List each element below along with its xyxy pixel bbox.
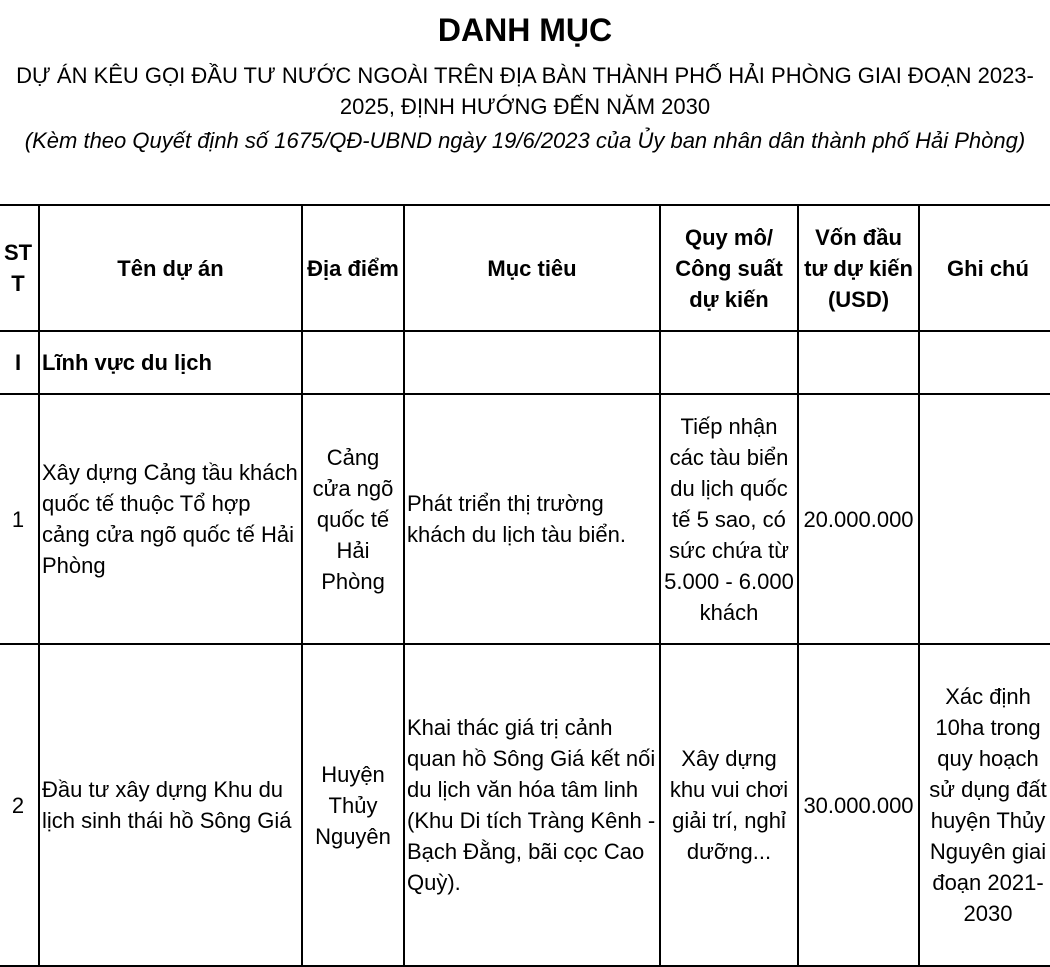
document-title: DANH MỤC xyxy=(437,12,613,48)
column-header-note: Ghi chú xyxy=(919,205,1050,331)
table-header-row xyxy=(0,205,1050,331)
project-table xyxy=(0,204,1050,967)
row-capital: 20.000.000 xyxy=(798,394,919,644)
decision-reference: (Kèm theo Quyết định số 1675/QĐ-UBND ngày 19/6/2023 của Ủy ban nhân dân thành phố Hải Phòng) xyxy=(24,128,1026,153)
row-stt: 2 xyxy=(0,644,39,966)
section-title: Lĩnh vực du lịch xyxy=(39,331,302,394)
column-header-location: Địa điểm xyxy=(302,205,404,331)
empty-cell xyxy=(798,331,919,394)
column-header-name: Tên dự án xyxy=(39,205,302,331)
row-capital: 30.000.000 xyxy=(798,644,919,966)
row-location: Huyện Thủy Nguyên xyxy=(302,644,404,966)
row-project-name: Đầu tư xây dựng Khu du lịch sinh thái hồ Sông Giá xyxy=(39,644,302,966)
column-header-stt: STT xyxy=(0,205,39,331)
empty-cell xyxy=(660,331,798,394)
empty-cell xyxy=(919,331,1050,394)
column-header-scale: Quy mô/ Công suất dự kiến xyxy=(660,205,798,331)
empty-cell xyxy=(302,331,404,394)
section-number: I xyxy=(0,331,39,394)
section-row xyxy=(0,331,1050,394)
column-header-goal: Mục tiêu xyxy=(404,205,660,331)
table-row xyxy=(0,394,1050,644)
row-goal: Khai thác giá trị cảnh quan hồ Sông Giá kết nối du lịch văn hóa tâm linh (Khu Di tích Tràng Kênh - Bạch Đằng, bãi cọc Cao Quỳ). xyxy=(404,644,660,966)
empty-cell xyxy=(404,331,660,394)
row-note: Xác định 10ha trong quy hoạch sử dụng đất huyện Thủy Nguyên giai đoạn 2021-2030 xyxy=(919,644,1050,966)
row-scale: Xây dựng khu vui chơi giải trí, nghỉ dưỡng... xyxy=(660,644,798,966)
column-header-capital: Vốn đầu tư dự kiến (USD) xyxy=(798,205,919,331)
row-scale: Tiếp nhận các tàu biển du lịch quốc tế 5 sao, có sức chứa từ 5.000 - 6.000 khách xyxy=(660,394,798,644)
table-row xyxy=(0,644,1050,966)
row-note xyxy=(919,394,1050,644)
document-subtitle: DỰ ÁN KÊU GỌI ĐẦU TƯ NƯỚC NGOÀI TRÊN ĐỊA BÀN THÀNH PHỐ HẢI PHÒNG GIAI ĐOẠN 2023-2025, ĐỊNH HƯỚNG ĐẾN NĂM 2030 xyxy=(16,63,1034,119)
row-goal: Phát triển thị trường khách du lịch tàu biển. xyxy=(404,394,660,644)
row-stt: 1 xyxy=(0,394,39,644)
project-table-container xyxy=(0,204,1050,967)
row-project-name: Xây dựng Cảng tầu khách quốc tế thuộc Tổ hợp cảng cửa ngõ quốc tế Hải Phòng xyxy=(39,394,302,644)
row-location: Cảng cửa ngõ quốc tế Hải Phòng xyxy=(302,394,404,644)
